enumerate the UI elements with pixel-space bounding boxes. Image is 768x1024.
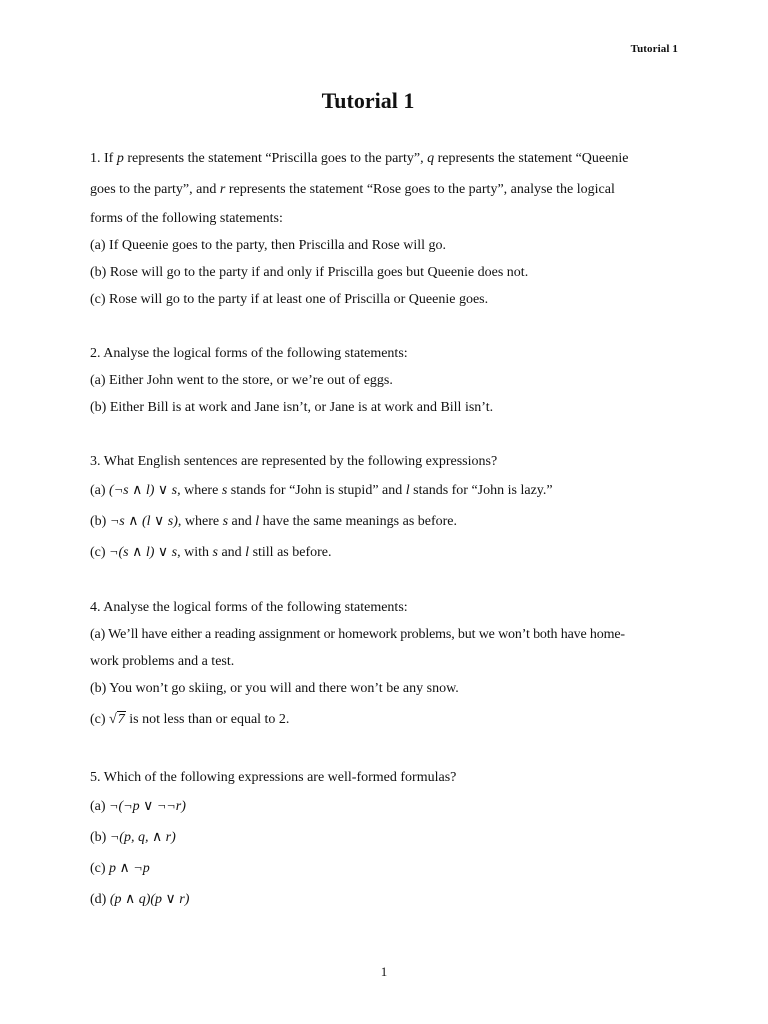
var-p: p — [116, 151, 124, 166]
q3-text: , with — [177, 545, 213, 560]
var-l: l — [245, 545, 250, 560]
item-label: (c) — [90, 712, 110, 727]
q3-text: and — [217, 545, 246, 560]
item-label: (a) — [90, 799, 110, 814]
q4-item-a-line-1: (a) We’ll have either a reading assignment or homework problems, but we won’t both have home- — [90, 627, 625, 642]
page-number: 1 — [380, 964, 388, 979]
item-label: (d) — [90, 892, 110, 907]
q1-line-3: forms of the following statements: — [90, 211, 283, 226]
q3-text: , where — [177, 483, 222, 498]
q3-item-a — [90, 475, 680, 506]
q3-text: and — [228, 514, 256, 529]
q1-text: represents the statement “Priscilla goes to the party”, — [123, 151, 428, 166]
q5-item-c — [90, 853, 680, 884]
var-s: s — [221, 483, 228, 498]
q2-item-b: (b) Either Bill is at work and Jane isn’t, or Jane is at work and Bill isn’t. — [90, 400, 494, 415]
q3-text: have the same meanings as before. — [259, 514, 458, 529]
spacer — [90, 568, 680, 594]
q5-item-b — [90, 822, 680, 853]
q3-text: stands for “John is lazy.” — [409, 483, 553, 498]
q5-item-d — [90, 884, 680, 915]
q2-stem: 2. Analyse the logical forms of the following statements: — [90, 346, 408, 361]
spacer — [90, 738, 680, 764]
item-label: (c) — [90, 545, 110, 560]
q1-text: goes to the party”, and — [90, 182, 220, 197]
q3-text: , where — [177, 514, 223, 529]
q3-stem: 3. What English sentences are represented by the following expressions? — [90, 454, 498, 469]
item-label: (b) — [90, 830, 110, 845]
q5-stem: 5. Which of the following expressions are well-formed formulas? — [90, 770, 457, 785]
page-title: Tutorial 1 — [321, 88, 415, 113]
q4-stem: 4. Analyse the logical forms of the following statements: — [90, 600, 408, 615]
q4-text: is not less than or equal to 2. — [125, 712, 290, 727]
var-l: l — [255, 514, 260, 529]
logic-expression: ¬s ∧ (l ∨ s) — [109, 514, 178, 529]
var-l: l — [405, 483, 410, 498]
q5-item-a — [90, 791, 680, 822]
var-s: s — [222, 514, 229, 529]
q1-line-1 — [90, 143, 680, 174]
item-label: (c) — [90, 861, 110, 876]
var-q: q — [427, 151, 435, 166]
q1-line-2 — [90, 174, 680, 205]
item-label: (b) — [90, 514, 110, 529]
q4-item-b: (b) You won’t go skiing, or you will and there won’t be any snow. — [90, 681, 459, 696]
var-s: s — [212, 545, 218, 560]
q1-text: 1. If — [90, 151, 117, 166]
q2-item-a: (a) Either John went to the store, or we’re out of eggs. — [90, 373, 393, 388]
q3-item-c — [90, 537, 680, 568]
logic-expression: ¬(s ∧ l) ∨ s — [109, 545, 178, 560]
q1-item-a: (a) If Queenie goes to the party, then Priscilla and Rose will go. — [90, 238, 446, 253]
q4-item-a-line-2: work problems and a test. — [90, 654, 235, 669]
q1-text: represents the statement “Rose goes to the party”, analyse the logical — [225, 182, 615, 197]
spacer — [90, 313, 680, 340]
item-label: (a) — [90, 483, 110, 498]
q1-item-b: (b) Rose will go to the party if and only if Priscilla goes but Queenie does not. — [90, 265, 529, 280]
logic-expression: ¬(p, q, ∧ r) — [109, 830, 176, 845]
square-root — [109, 702, 126, 738]
q3-text: stands for “John is stupid” and — [227, 483, 406, 498]
q3-item-b — [90, 506, 680, 537]
logic-expression: p ∧ ¬p — [109, 861, 150, 876]
spacer — [90, 421, 680, 448]
q4-item-c — [90, 702, 680, 738]
logic-expression: (p ∧ q)(p ∨ r) — [109, 892, 190, 907]
radicand: 7 — [117, 712, 125, 727]
q3-text: still as before. — [249, 545, 332, 560]
running-header: Tutorial 1 — [630, 43, 678, 55]
radical-sign: √ — [109, 712, 117, 727]
tutorial-body — [90, 143, 680, 915]
q1-text: represents the statement “Queenie — [434, 151, 629, 166]
logic-expression: (¬s ∧ l) ∨ s — [109, 483, 178, 498]
var-r: r — [219, 182, 226, 197]
q1-item-c: (c) Rose will go to the party if at least one of Priscilla or Queenie goes. — [90, 292, 489, 307]
logic-expression: ¬(¬p ∨ ¬¬r) — [109, 799, 186, 814]
